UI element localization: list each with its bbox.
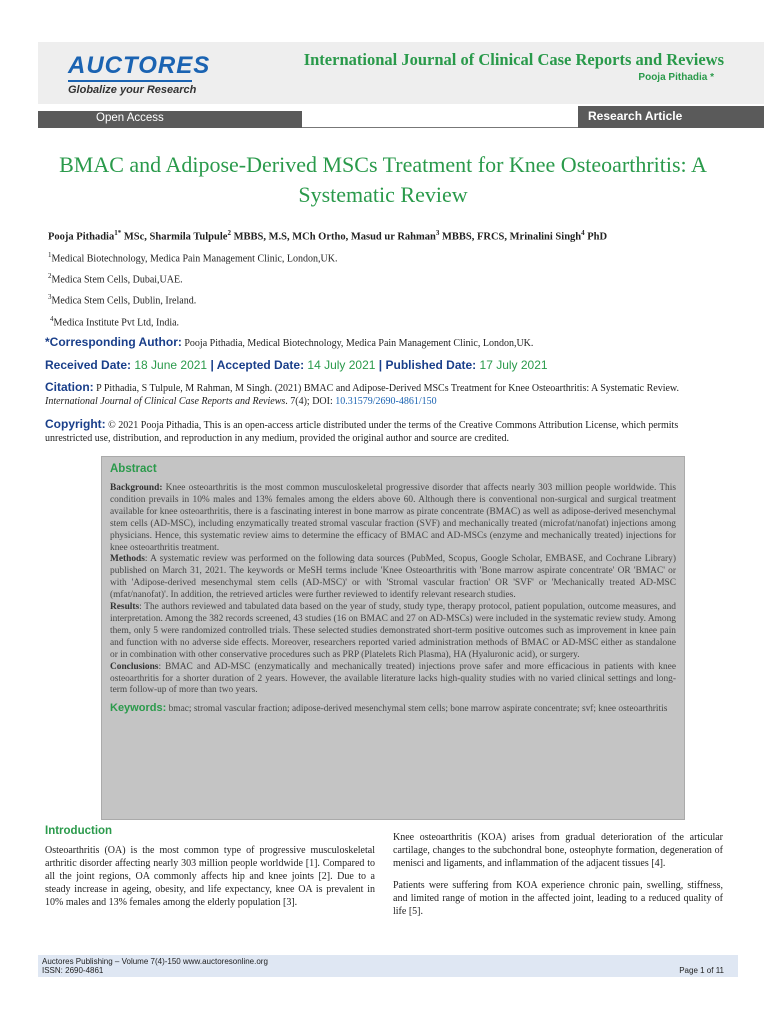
author-degree: PhD xyxy=(584,231,608,243)
results-text: : The authors reviewed and tabulated data based on the year of study, study type, therapy protocol, patient population, outcome measures, and interpretation. Among the 382 records screened, 43 studies (16 on BMAC and 27 on AD-MSCs) were included in the systematic review study. Among them, only 5 were randomized controlled trials. These selected studies demonstrated short-term positive outcomes such as improvement in knee pain and function with no adverse side effects. Moreover, researchers reported varied administration methods of BMAC or AD-MSC either as standalone or in combination with other conservative procedures such as PRP (Platelets Rich Plasma), HA (Hyaluronic acid), or surgery. xyxy=(110,602,676,660)
citation-text: P Pithadia, S Tulpule, M Rahman, M Singh. (2021) BMAC and Adipose-Derived MSCs Treatment for Knee Osteoarthritis: A Systematic Review. xyxy=(93,383,680,394)
author-sup: 4 xyxy=(581,229,585,237)
open-access-bar xyxy=(38,111,302,128)
abstract-body xyxy=(110,483,676,697)
citation xyxy=(45,381,725,408)
affiliation-text: Medica Stem Cells, Dubai,UAE. xyxy=(51,274,183,286)
copyright-label: Copyright: xyxy=(45,417,106,431)
published-date: 17 July 2021 xyxy=(479,358,548,372)
corresponding-text: Pooja Pithadia, Medical Biotechnology, Medica Pain Management Clinic, London,UK. xyxy=(181,338,534,349)
author-degree: MSc, xyxy=(121,231,150,243)
author-sup: 1* xyxy=(114,229,122,237)
accepted-label: Accepted Date: xyxy=(216,358,308,372)
doi-link[interactable]: 10.31579/2690-4861/150 xyxy=(335,396,437,407)
abstract-title: Abstract xyxy=(110,463,157,475)
background-label: Background: xyxy=(110,483,163,493)
open-access-label: Open Access xyxy=(96,112,164,124)
affiliation-sup: 4 xyxy=(50,315,54,323)
article-type-label: Research Article xyxy=(588,109,683,123)
conclusions-label: Conclusions xyxy=(110,661,159,672)
author-degree: MBBS, FRCS, xyxy=(439,231,510,243)
author-name: Mrinalini Singh xyxy=(509,231,582,243)
article-dates xyxy=(45,358,548,372)
publisher-logo xyxy=(68,52,228,96)
affiliation-text: Medica Institute Pvt Ltd, India. xyxy=(53,317,180,329)
methods-text: : A systematic review was performed on the following data sources (PubMed, Scopus, Google Scholar, EMBASE, and Cochrane Library) published on March 31, 2021. The keywords or MeSH terms include 'Knee Osteoarthritis with 'Bone marrow aspirate concentrate' OR 'BMAC' or with 'Adipose-derived mesenchymal stem cells (AD-MSC)' or with 'Stromal vascular fraction' OR 'SVF' or 'Mechanically treated AD-MSC (mfat/nanofat)'. In addition, the retrieved articles were further reviewed to identify relevant research studies. xyxy=(110,554,676,601)
affiliation xyxy=(48,272,183,285)
footer-issn: ISSN: 2690-4861 xyxy=(42,966,104,975)
author-name: Pooja Pithadia xyxy=(48,231,115,243)
citation-label: Citation: xyxy=(45,380,94,394)
affiliation xyxy=(50,315,179,328)
conclusions-text: : BMAC and AD-MSC (enzymatically and mechanically treated) injections prove safer and more efficacious in patients with knee osteoarthritis for a shorter duration of 2 years. However, the available literature lacks high-quality studies with no varied clinical settings and long-term follow-up of more than two years. xyxy=(110,661,676,696)
page-footer xyxy=(38,955,738,977)
page-number: Page 1 of 11 xyxy=(679,966,724,975)
copyright-text: © 2021 Pooja Pithadia, This is an open-access article distributed under the terms of the Creative Commons Attribution License, which permits unrestricted use, distribution, and reproduction in any medium, provided the original author and source are credited. xyxy=(45,420,679,444)
author-sup: 2 xyxy=(227,229,231,237)
affiliation-sup: 2 xyxy=(48,272,52,280)
abstract-box xyxy=(101,456,685,820)
article-title: BMAC and Adipose-Derived MSCs Treatment for Knee Osteoarthritis: A Systematic Review xyxy=(59,152,707,207)
author-sup: 3 xyxy=(435,229,440,237)
intro-paragraph: Patients were suffering from KOA experience chronic pain, swelling, stiffness, and limited range of motion in the affected joint, leading to a reduced quality of life [5]. xyxy=(393,879,723,917)
introduction-heading: Introduction xyxy=(45,825,113,837)
header-author: Pooja Pithadia * xyxy=(638,72,714,83)
left-column xyxy=(45,845,375,919)
affiliation-text: Medica Stem Cells, Dublin, Ireland. xyxy=(51,295,197,307)
results-label: Results xyxy=(110,602,140,613)
affiliation-sup: 1 xyxy=(48,251,52,259)
footer-publisher: Auctores Publishing – Volume 7(4)-150 www.auctoresonline.org xyxy=(42,957,268,966)
citation-journal: International Journal of Clinical Case Reports and Reviews xyxy=(45,396,286,407)
date-separator: | xyxy=(207,358,217,372)
affiliation xyxy=(48,293,196,306)
published-label: Published Date: xyxy=(385,358,480,372)
keywords xyxy=(110,703,676,716)
affiliation xyxy=(48,251,337,264)
journal-title: International Journal of Clinical Case Reports and Reviews xyxy=(303,50,724,69)
copyright xyxy=(45,418,725,445)
author-name: Masud ur Rahman xyxy=(350,231,436,243)
citation-volume: . 7(4); DOI: xyxy=(285,396,336,407)
logo-name: AUCTORES xyxy=(68,52,211,79)
author-list xyxy=(48,229,738,243)
intro-paragraph: Osteoarthritis (OA) is the most common type of progressive musculoskeletal arthritic disorder affecting nearly 303 million people worldwide [1]. Compared to all the joint regions, OA commonly affects hip and knee joints [2]. Due to a steady increase in ageing, obesity, and life expectancy, knee OA is prevalent in 10% males and 13% females among the elderly population [3]. xyxy=(45,845,375,908)
article-type-bar xyxy=(578,106,764,128)
logo-underline xyxy=(68,80,192,82)
journal-header xyxy=(38,42,764,104)
intro-paragraph: Knee osteoarthritis (KOA) arises from gradual deterioration of the articular cartilage, changes to the subchondral bone, osteophyte formation, degeneration of menisci and ligaments, and inflammation of the adjacent tissues [4]. xyxy=(393,832,723,869)
received-label: Received Date: xyxy=(45,358,135,372)
accepted-date: 14 July 2021 xyxy=(307,358,376,372)
corresponding-label: *Corresponding Author: xyxy=(45,335,182,349)
divider xyxy=(302,127,578,128)
logo-tagline: Globalize your Research xyxy=(68,84,197,96)
keywords-label: Keywords: xyxy=(110,702,167,715)
methods-label: Methods xyxy=(110,554,145,565)
author-name: Sharmila Tulpule xyxy=(149,231,228,243)
corresponding-author xyxy=(45,335,745,349)
date-separator: | xyxy=(375,358,386,372)
received-date: 18 June 2021 xyxy=(134,358,208,372)
background-text: Knee osteoarthritis is the most common musculoskeletal progressive disorder that affects nearly 303 million people worldwide. This condition prevails in 10% males and 13% females among the elders above 60. Although there is conventional non-surgical and surgical treatment available for knee osteoarthritis, there is a fascinating interest in bone marrow as pirate concentrate (BMAC) as well as adipose-derived mesenchymal stem cells (AD-MSC), including enzymatically treated stromal vascular fraction (SVF) and mechanically treated (microfat/nanofat) injections among physicians. Hence, this systematic review aims to determine the efficacy of BMAC and AD-MSCs (enzyme and mechanically treated) injections for knee osteoarthritis treatment. xyxy=(110,483,676,553)
affiliation-text: Medical Biotechnology, Medica Pain Management Clinic, London,UK. xyxy=(51,253,338,265)
keywords-text: bmac; stromal vascular fraction; adipose-derived mesenchymal stem cells; bone marrow aspirate concentrate; svf; knee osteoarthritis xyxy=(166,704,668,715)
right-column xyxy=(393,832,723,927)
affiliation-sup: 3 xyxy=(48,293,52,301)
author-degree: MBBS, M.S, MCh Ortho, xyxy=(230,231,351,243)
